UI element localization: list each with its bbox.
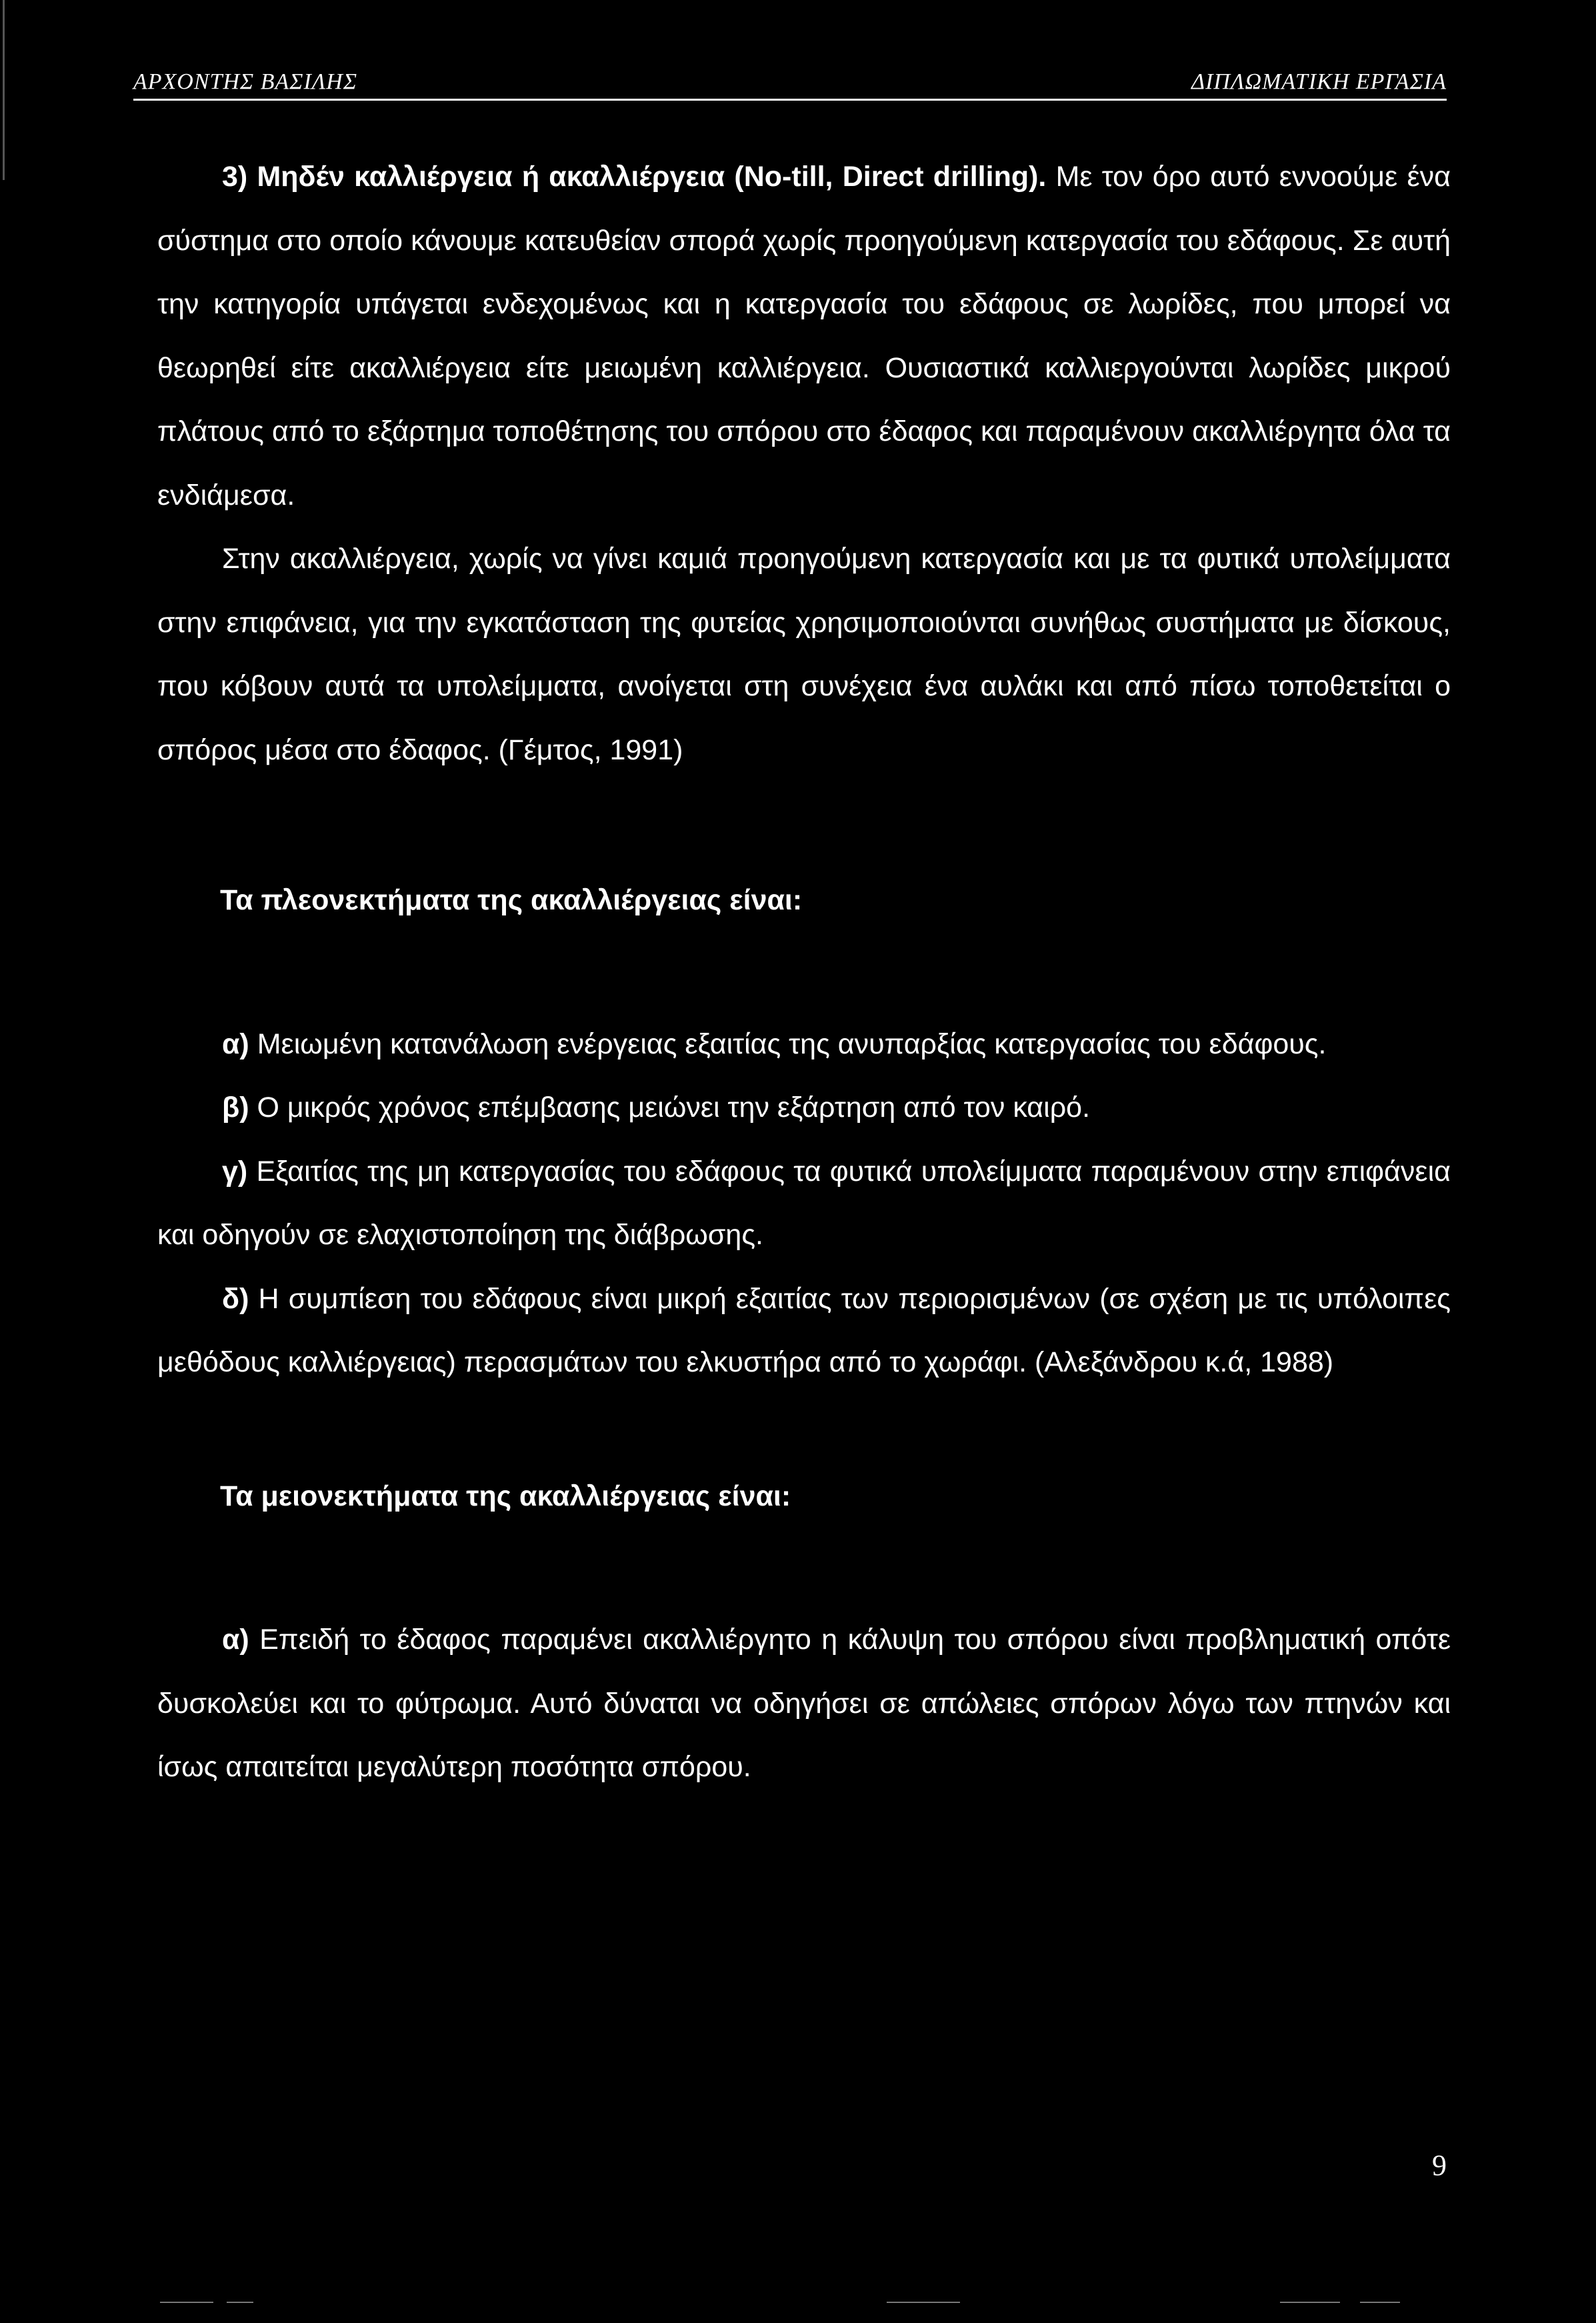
advantage-item-c	[157, 1140, 1451, 1268]
advantage-marker-d: δ)	[222, 1282, 249, 1315]
advantages-heading: Τα πλεονεκτήματα της ακαλλιέργειας είναι:	[220, 884, 803, 916]
footer-scan-mark	[887, 2302, 960, 2303]
disadvantage-marker-a: α)	[222, 1624, 249, 1656]
advantage-text-d: Η συμπίεση του εδάφους είναι μικρή εξαιτίας των περιορισμένων (σε σχέση με τις υπόλοιπες μεθόδους καλλιέργειας) περασμάτων του ελκυστήρα από το χωράφι. (Αλεξάνδρου κ.ά, 1988)	[157, 1282, 1451, 1378]
section-3-paragraph	[157, 145, 1451, 527]
page-header	[133, 69, 1447, 101]
header-doc-type: ΔΙΠΛΩΜΑΤΙΚΗ ΕΡΓΑΣΙΑ	[1191, 69, 1447, 94]
advantage-text-a: Μειωμένη κατανάλωση ενέργειας εξαιτίας της ανυπαρξίας κατεργασίας του εδάφους.	[249, 1027, 1327, 1060]
section-3-paragraph-2: Στην ακαλλιέργεια, χωρίς να γίνει καμιά προηγούμενη κατεργασία και με τα φυτικά υπολείμματα στην επιφάνεια, για την εγκατάσταση της φυτείας χρησιμοποιούνται συνήθως συστήματα με δίσκους, που κόβουν αυτά τα υπολείμματα, ανοίγεται στη συνέχεια ένα αυλάκι και από πίσω τοποθετείται ο σπόρος μέσα στο έδαφος. (Γέμτος, 1991)	[157, 543, 1451, 766]
footer-scan-mark	[227, 2302, 253, 2303]
advantage-marker-c: γ)	[222, 1155, 248, 1188]
advantage-marker-b: β)	[222, 1091, 249, 1123]
left-edge-rule	[3, 0, 5, 180]
footer-scan-mark	[160, 2302, 213, 2303]
disadvantage-text-a: Επειδή το έδαφος παραμένει ακαλλιέργητο η κάλυψη του σπόρου είναι προβληματική οπότε δυσκολεύει και το φύτρωμα. Αυτό δύναται να οδηγήσει σε απώλειες σπόρων λόγω των πτηνών και ίσως απαιτείται μεγαλύτερη ποσότητα σπόρου.	[157, 1624, 1451, 1783]
footer-scan-mark	[1280, 2302, 1340, 2303]
disadvantages-heading: Τα μειονεκτήματα της ακαλλιέργειας είναι:	[220, 1480, 791, 1512]
advantage-text-b: Ο μικρός χρόνος επέμβασης μειώνει την εξάρτηση από τον καιρό.	[249, 1091, 1091, 1123]
advantage-text-c: Εξαιτίας της μη κατεργασίας του εδάφους τα φυτικά υπολείμματα παραμένουν στην επιφάνεια και οδηγούν σε ελαχιστοποίηση της διάβρωσης.	[157, 1155, 1451, 1251]
advantage-item-d	[157, 1268, 1451, 1395]
advantage-item-b	[157, 1076, 1451, 1140]
footer-scan-mark	[1360, 2302, 1400, 2303]
header-author: ΑΡΧΟΝΤΗΣ ΒΑΣΙΛΗΣ	[133, 69, 358, 94]
advantage-marker-a: α)	[222, 1027, 249, 1060]
document-body	[157, 145, 1451, 1800]
page-number: 9	[1432, 2149, 1447, 2182]
advantage-item-a	[157, 1013, 1451, 1077]
disadvantage-item-a	[157, 1608, 1451, 1800]
section-3-title: 3) Μηδέν καλλιέργεια ή ακαλλιέργεια (No-till, Direct drilling).	[222, 161, 1047, 193]
section-3-text: Με τον όρο αυτό εννοούμε ένα σύστημα στο οποίο κάνουμε κατευθείαν σπορά χωρίς προηγούμενη κατεργασία του εδάφους. Σε αυτή την κατηγορία υπάγεται ενδεχομένως και η κατεργασία του εδάφους σε λωρίδες, που μπορεί να θεωρηθεί είτε ακαλλιέργεια είτε μειωμένη καλλιέργεια. Ουσιαστικά καλλιεργούνται λωρίδες μικρού πλάτους από το εξάρτημα τοποθέτησης του σπόρου στο έδαφος και παραμένουν ακαλλιέργητα όλα τα ενδιάμεσα.	[157, 161, 1451, 511]
